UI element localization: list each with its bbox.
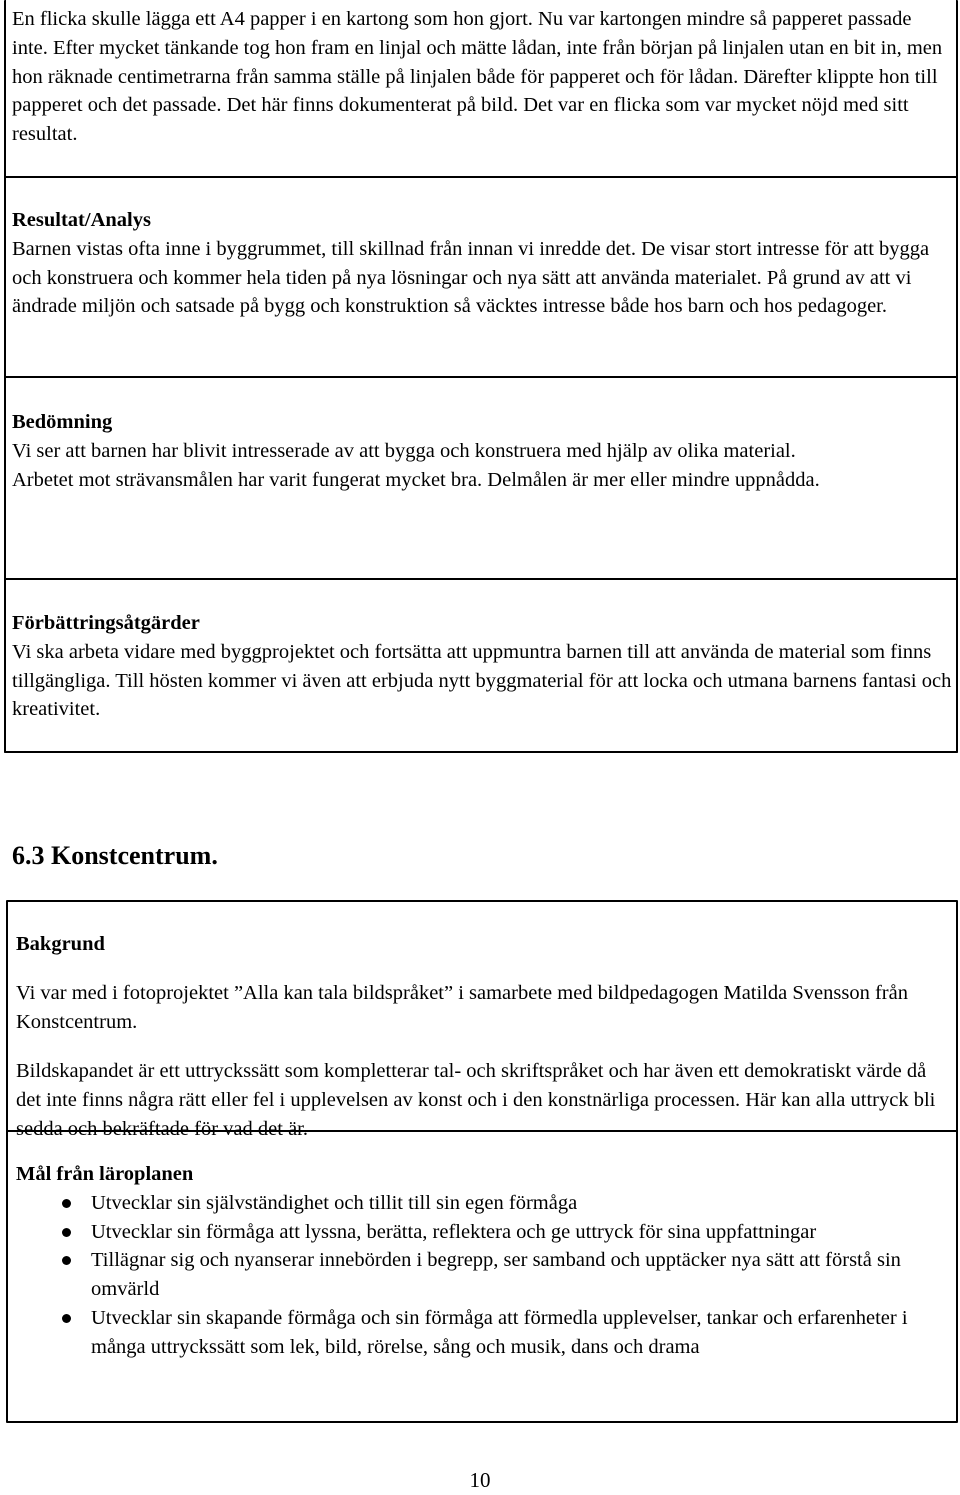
bakgrund-heading: Bakgrund	[16, 933, 105, 955]
resultat-heading: Resultat/Analys	[12, 209, 151, 231]
section-title: 6.3 Konstcentrum.	[12, 841, 218, 870]
bullet-icon	[62, 1314, 71, 1323]
list-item	[16, 1246, 952, 1304]
mal-list	[16, 1189, 952, 1362]
mal-section	[16, 1160, 952, 1362]
intro-paragraph: En flicka skulle lägga ett A4 papper i en kartong som hon gjort. Nu var kartongen mindre så papperet passade inte. Efter mycket tänkande tog hon fram en linjal och mätte lådan, inte från början på linjalen utan en bit in, men hon räknade centimetrarna från samma ställe på linjalen både för papperet och för lådan. Därefter klippte hon till papperet och det passade. Det här finns dokumenterat på bild. Det var en flicka som var mycket nöjd med sitt resultat.	[12, 8, 943, 146]
forbattring-paragraph: Vi ska arbeta vidare med byggprojektet och fortsätta att uppmuntra barnen till att använda de material som finns tillgängliga. Till hösten kommer vi även att erbjuda nytt byggmaterial för att locka och utmana barnens fantasi och kreativitet.	[12, 640, 952, 721]
mal-heading: Mål från läroplanen	[16, 1163, 194, 1185]
bakgrund-section	[16, 930, 952, 1164]
list-item	[16, 1304, 952, 1362]
list-item-text: Utvecklar sin självständighet och tillit till sin egen förmåga	[91, 1191, 578, 1214]
bedomning-heading: Bedömning	[12, 411, 113, 433]
list-item	[16, 1189, 952, 1218]
list-item	[16, 1218, 952, 1247]
page-number: 10	[469, 1468, 491, 1492]
bedomning-paragraph-1: Vi ser att barnen har blivit intresserade av att bygga och konstruera med hjälp av olika material.	[12, 439, 796, 462]
list-item-text: Tillägnar sig och nyanserar innebörden i begrepp, ser samband och upptäcker nya sätt att förstå sin omvärld	[91, 1249, 901, 1301]
resultat-section	[12, 206, 952, 321]
bullet-icon	[62, 1256, 71, 1265]
bedomning-paragraph-2: Arbetet mot strävansmålen har varit fungerat mycket bra. Delmålen är mer eller mindre uppnådda.	[12, 468, 820, 491]
row-divider	[4, 578, 958, 580]
bedomning-section	[12, 408, 952, 494]
forbattring-section	[12, 609, 952, 724]
intro-section	[12, 5, 952, 149]
bullet-icon	[62, 1228, 71, 1237]
list-item-text: Utvecklar sin förmåga att lyssna, berätta, reflektera och ge uttryck för sina uppfattningar	[91, 1220, 817, 1243]
bakgrund-paragraph-2: Bildskapandet är ett uttryckssätt som kompletterar tal- och skriftspråket och har även ett demokratiskt värde då det inte finns några rätt eller fel i upplevelsen av konst och i den konstnärliga processen. Här kan alla uttryck bli sedda och bekräftade för vad det är.	[16, 1060, 936, 1140]
bullet-icon	[62, 1199, 71, 1208]
resultat-paragraph: Barnen vistas ofta inne i byggrummet, till skillnad från innan vi inredde det. De visar stort intresse för att bygga och konstruera och kommer hela tiden på nya lösningar och nya sätt att använda materialet. På grund av att vi ändrade miljön och satsade på bygg och konstruktion så väcktes intresse både hos barn och hos pedagoger.	[12, 237, 930, 318]
forbattring-heading: Förbättringsåtgärder	[12, 612, 200, 634]
list-item-text: Utvecklar sin skapande förmåga och sin förmåga att förmedla upplevelser, tankar och erfarenheter i många uttryckssätt som lek, bild, rörelse, sång och musik, dans och drama	[91, 1306, 908, 1358]
row-divider	[4, 376, 958, 378]
bakgrund-paragraph-1: Vi var med i fotoprojektet ”Alla kan tala bildspråket” i samarbete med bildpedagogen Matilda Svensson från Konstcentrum.	[16, 982, 908, 1034]
row-divider	[4, 176, 958, 178]
